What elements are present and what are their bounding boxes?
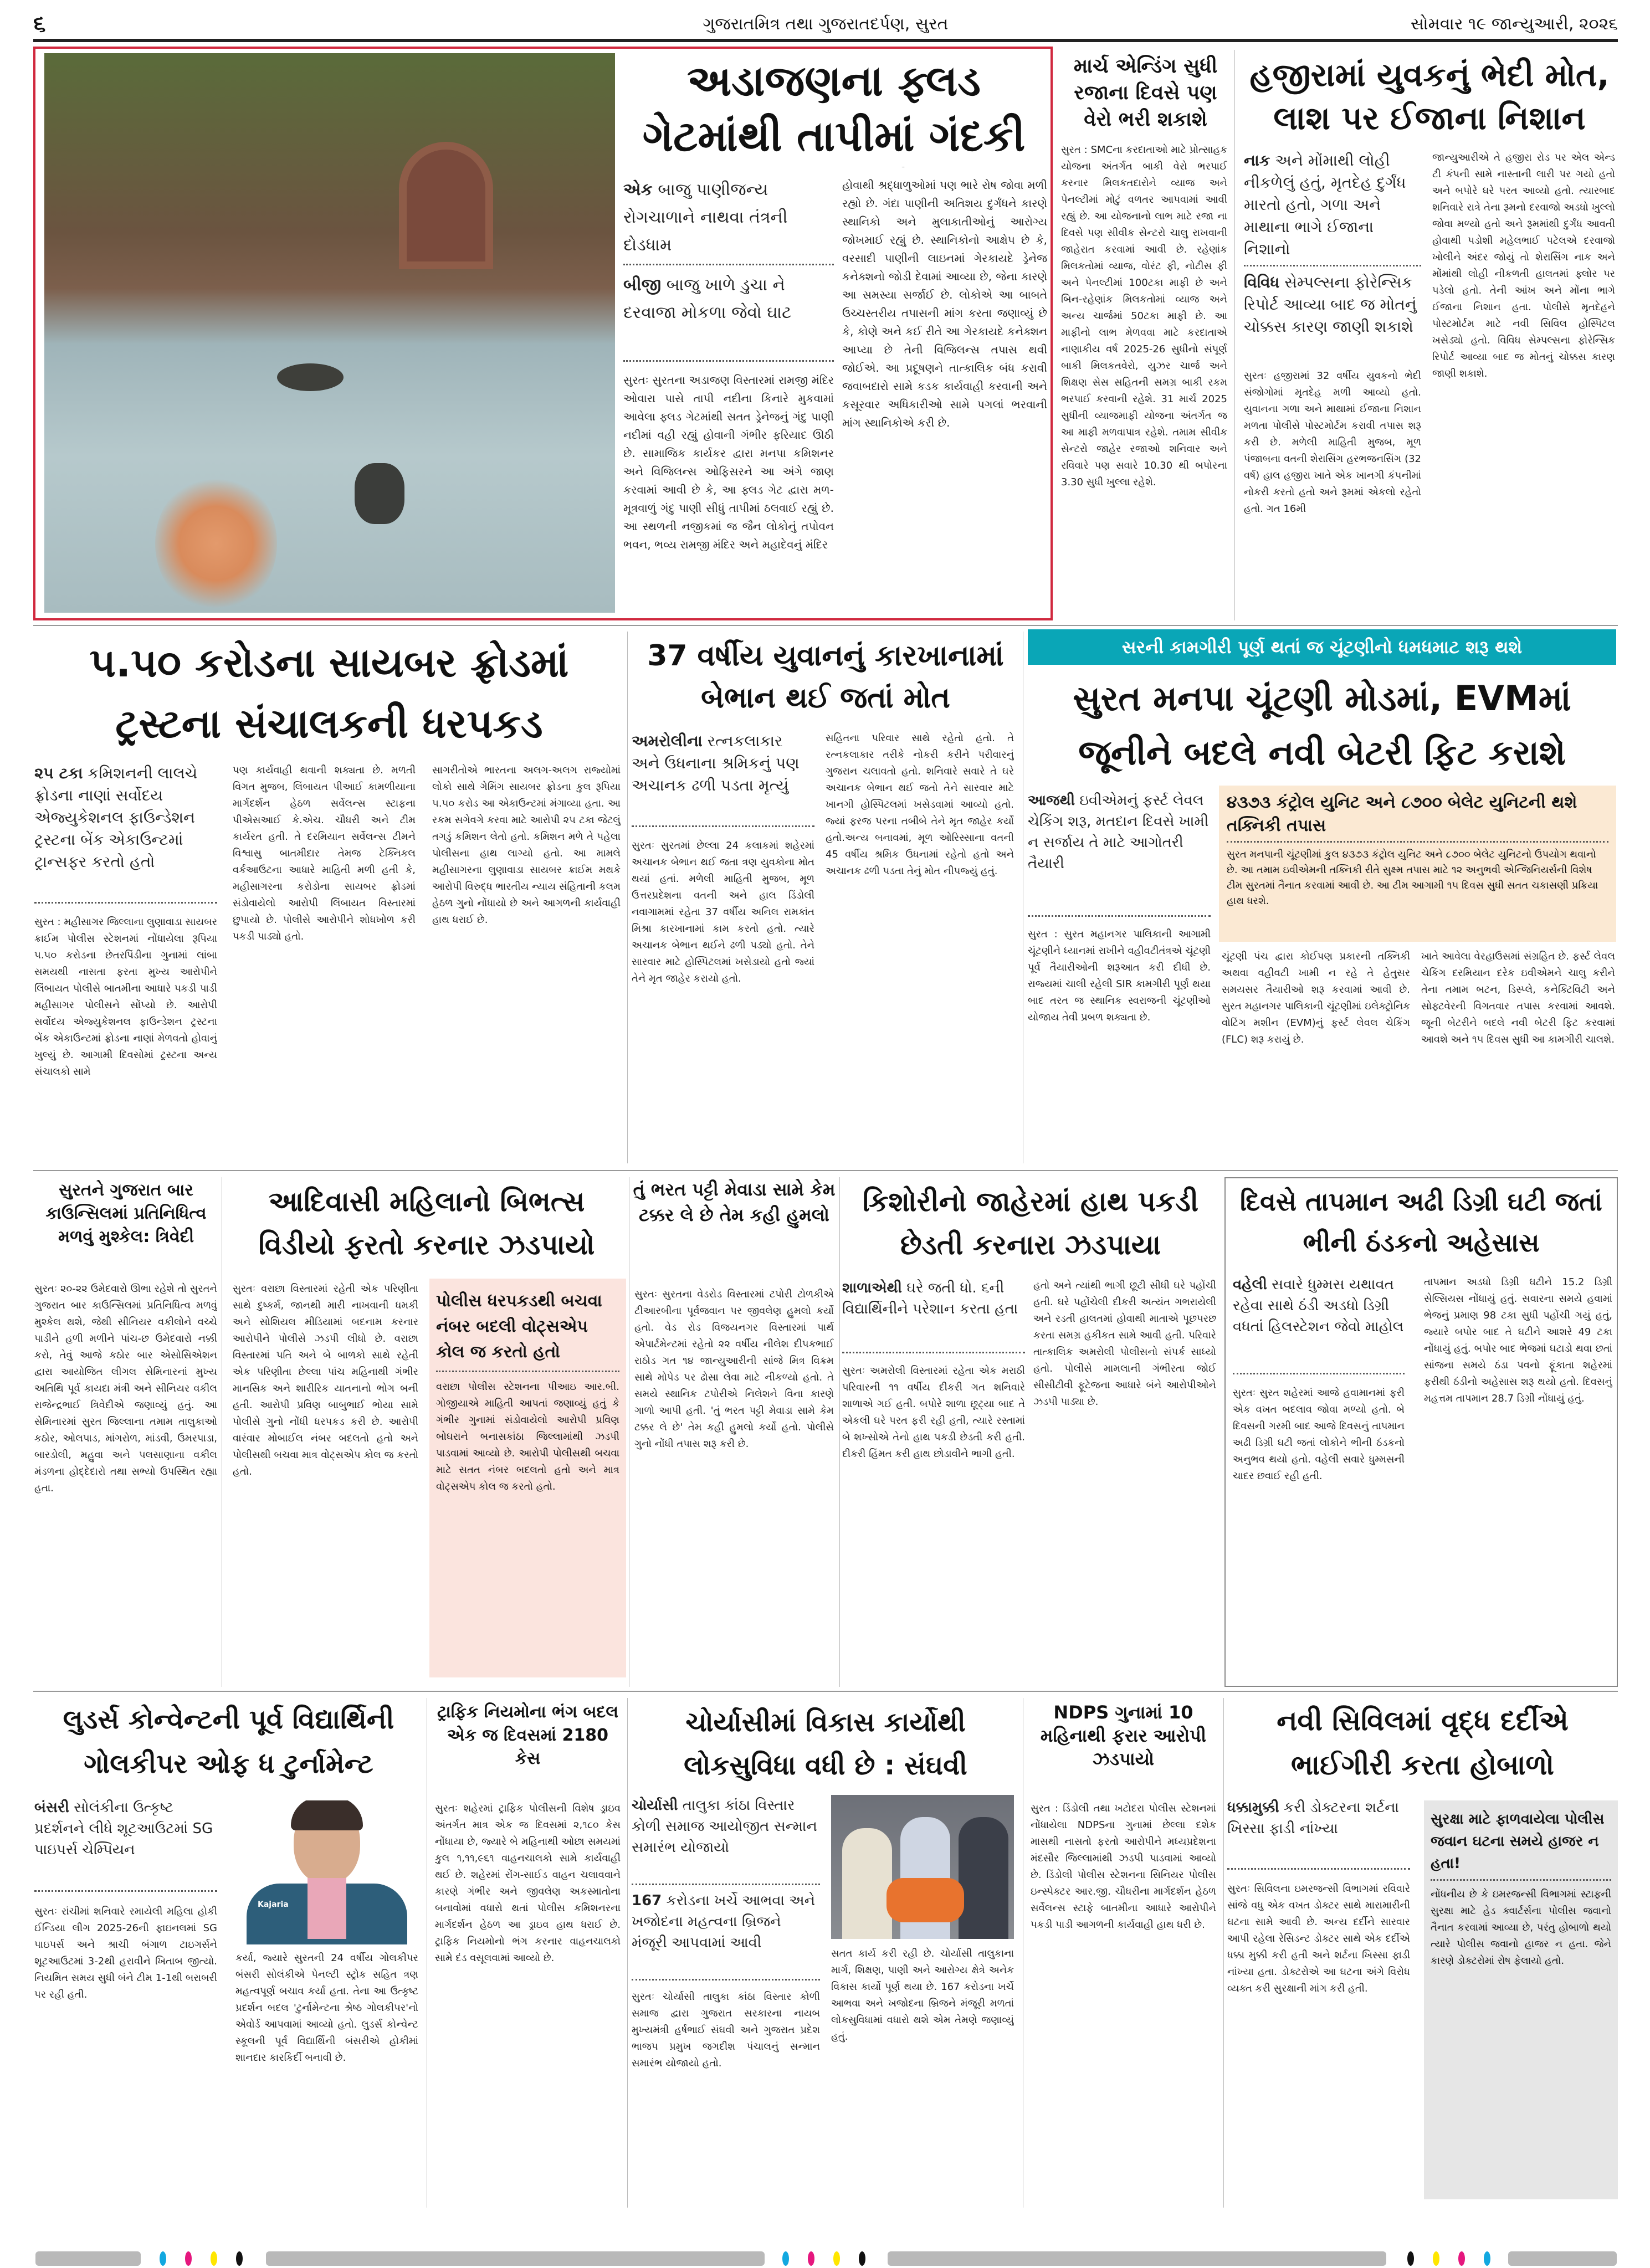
factory-body-col-2: સહિતના પરિવાર સાથે રહેતો હતો. તે રત્નકલાકાર તરીકે નોકરી કરીને પરીવારનું ગુજરાન ચલાવતો હતો. શનિવારે સવારે તે ઘરે અચાનક બેભાન થઈ જતો તેને સારવાર માટે ખાનગી હોસ્પિટલમાં ખસેડવામાં આવ્યો હતો. જ્યાં ફરજ પરના તબીબે તેને મૃત જાહેર કર્યો હતો.અન્ય બનાવમાં, મૂળ ઓરિસ્સાના વતની 45 વર્ષીય શ્રમિક ઉધનામાં રહેતો હતો અને અચાનક ઢળી પડતા તેનું મોત નીપજ્યું હતું. [826, 732, 1014, 877]
civil-sidebar-box [1424, 1800, 1618, 2199]
tribal-box-body: વરાછા પોલીસ સ્ટેશનના પીઆઇ આર.બી. ગોજીયાએ માહિતી આપતાં જણાવ્યું હતું કે ગંભીર ગુનામાં સંડોવાયેલો આરોપી પ્રવિણ બોઘરાને બનાસકાંઠા જિલ્લામાંથી ઝડપી પાડવામાં આવ્યો છે. આરોપી પોલીસથી બચવા માટે સતત નંબર બદલતો હતો અને માત્ર વોટ્સએપ કોલ જ કરતો હતો. [436, 1381, 619, 1492]
kishori-body-col-2: હતો અને ત્યાંથી ભાગી છૂટી સીધી ઘરે પહોંચી હતી. ઘરે પહોંચેલી દીકરી અત્યંત ગભરાયેલી અને રડતી હાલતમાં હોવાથી માતાએ પૂછપરછ કરતા સમગ્ર હકીકત સામે આવી હતી. પરિવારે તાત્કાલિક અમરોલી પોલીસનો સંપર્ક સાધ્યો હતો. પોલીસે મામલાની ગંભીરતા જોઈ સીસીટીવી ફૂટેજના આધારે બંને આરોપીઓને ઝડપી પાડ્યા છે. [1033, 1280, 1216, 1408]
ndps-body: સુરત : ડિંડોલી તથા ખટોદરા પોલીસ સ્ટેશનમાં નોંધાયેલા NDPSના ગુનામાં છેલ્લા દશેક માસથી નાસતો ફરતો આરોપીને મધ્યપ્રદેશના મંદસૌર જિલ્લામાંથી ઝડપી પાડવામાં આવ્યો છે. ડિંડોલી પોલીસ સ્ટેશનના સિનિયર પોલીસ ઇન્સ્પેક્ટર આર.જી. ચૌધરીના માર્ગદર્શન હેઠળ સર્વેલન્સ સ્ટાફે બાતમીના આધારે આરોપીને પકડી પાડી આગળની કાર્યવાહી હાથ ધરી છે. [1031, 1803, 1216, 1931]
civil-headline: નવી સિવિલમાં વૃદ્ધ દર્દીએ ભાઈગીરી કરતા હોબાળો [1277, 1705, 1569, 1781]
goalkeeper-body-col-2: કર્યા, જ્યારે સુરતની 24 વર્ષીય ગોલકીપર બંસરી સોલંકીએ પેનલ્ટી સ્ટ્રોક સહિત ત્રણ મહત્વપૂર્ણ બચાવ કર્યા હતા. તેના આ ઉત્કૃષ્ટ પ્રદર્શન બદલ 'ટુર્નામેન્ટના શ્રેષ્ઠ ગોલકીપર'નો એવોર્ડ આપવામાં આવ્યો હતો. લુડર્સ કોન્વેન્ટ સ્કૂલની પૂર્વ વિદ્યાર્થિની બંસરીએ હોકીમાં શાનદાર કારકિર્દી બનાવી છે. [235, 1952, 418, 2064]
choryasi-deck-2: 167 કરોડના ખર્ચે આભવા અને ખજોદના મહત્વના બ્રિજને મંજૂરી આપવામાં આવી [632, 1892, 816, 1951]
print-bar [35, 2251, 141, 2266]
evm-body-col-2: ચૂંટણી પંચ દ્વારા કોઈપણ પ્રકારની તક્નિકી અથવા વહીવટી ખામી ન રહે તે હેતુસર સમયસર તૈયારીઓ શરૂ કરવામાં આવી છે. સુરત મહાનગર પાલિકાની ચૂંટણીમાં ઇલેક્ટ્રોનિક વોટિંગ મશીન (EVM)નું ફર્સ્ટ લેવલ ચેકિંગ (FLC) શરૂ કરાયું છે. [1222, 951, 1410, 1045]
choryasi-deck-1: ચોર્યાસી તાલુકા કાંઠા વિસ્તાર કોળી સમાજ આયોજીત સન્માન સમારંભ યોજાયો [632, 1797, 817, 1856]
registration-cyan [1484, 2251, 1490, 2266]
civil-deck: ધક્કામુક્કી કરી ડોક્ટરના શર્ટના ખિસ્સા ફાડી નાંખ્યા [1227, 1799, 1399, 1837]
civil-box-headline: સુરક્ષા માટે ફાળવાયેલા પોલીસ જવાન ઘટના સમયે હાજર ન હતા! [1431, 1811, 1605, 1872]
adajan-body-col-1: સુરતઃ સુરતના અડાજણ વિસ્તારમાં રામજી મંદિર ઓવારા પાસે તાપી નદીના કિનારે મુકવામાં આવેલા ફ્લડ ગેટમાંથી સતત ડ્રેનેજનું ગંદુ પાણી નદીમાં વહી રહ્યું હોવાની ગંભીર ફરિયાદ ઊઠી છે. સામાજિક કાર્યકર દ્વારા મનપા કમિશનર અને વિજિલન્સ ઓફિસરને આ અંગે જાણ કરવામાં આવી છે કે, આ ફ્લડ ગેટ દ્વારા મળ-મૂત્રવાળું ગંદુ પાણી સીધું તાપીમાં ઠલવાઈ રહ્યું છે. આ સ્થળની નજીકમાં જ જૈન લોકોનું તપોવન ભવન, ભવ્ય રામજી મંદિર અને મહાદેવનું મંદિર [623, 373, 834, 551]
jersey-text: Kajaria [258, 1900, 289, 1909]
registration-black [859, 2251, 865, 2266]
registration-magenta [185, 2251, 192, 2266]
section-rule [33, 625, 1618, 626]
registration-cyan [782, 2251, 789, 2266]
divider [632, 1979, 820, 1980]
divider [1227, 1868, 1410, 1870]
registration-yellow [211, 2251, 217, 2266]
evm-box-body: સુરત મનપાની ચૂંટણીમાં કુલ ૪૩૭૩ કંટ્રોલ યુનિટ અને ૮૭૦૦ બેલેટ યુનિટનો ઉપયોગ થવાનો છે. આ તમામ ઇવીએમની તક્નિકી રીતે સુક્ષ્મ તપાસ માટે ૧૨ અનુભવી એન્જિનિયર્સની વિશેષ ટીમ સુરતમાં તૈનાત કરવામાં આવી છે. આ ટીમ આગામી ૧૫ દિવસ સુધી સતત ચકાસણી પ્રક્રિયા હાથ ધરશે. [1227, 849, 1598, 907]
evm-headline-line-1: સુરત મનપા ચૂંટણી મોડમાં, EVMમાં [1073, 678, 1571, 719]
registration-black [236, 2251, 243, 2266]
factory-body-col-1: સુરતઃ સુરતમાં છેલ્લા 24 કલાકમાં શહેરમાં અચાનક બેભાન થઈ જતા ત્રણ યુવકોના મોત થયાં હતાં. મળેલી માહિતી મુજબ, મૂળ ઉત્તરપ્રદેશના વતની અને હાલ ડિંડોલી નવાગામમાં રહેતા 37 વર્ષીય અનિલ રામકાંત મિશ્રા કારખાનામાં કામ કરતો હતો. ત્યારે અચાનક બેભાન થઈને ઢળી પડ્યો હતો. તેને સારવાર માટે હોસ્પિટલમાં ખસેડાયો હતો જ્યાં તેને મૃત જાહેર કરાયો હતો. [632, 840, 814, 984]
adajan-deck-1: એક બાજુ પાણીજન્ય રોગચાળાને નાથવા તંત્રની દોડધામ [623, 180, 788, 255]
choryasi-headline: ચોર્યાસીમાં વિકાસ કાર્યોથી લોકસુવિધા વધી છે : સંઘવી [684, 1707, 967, 1781]
divider [1028, 915, 1211, 917]
divider [632, 1884, 820, 1885]
adajan-body-col-2: હોવાથી શ્રદ્ધાળુઓમાં પણ ભારે રોષ જોવા મળી રહ્યો છે. ગંદા પાણીની અતિશય દુર્ગંધને કારણે સ્થાનિકો અને મુલાકાતીઓનું આરોગ્ય જોખમાઈ રહ્યું છે. સ્થાનિકોનો આક્ષેપ છે કે, વરસાદી પાણીની લાઇનમાં ગેરકાયદે ડ્રેનેજ કનેક્શનો જોડી દેવામાં આવ્યા છે, જેના કારણે આ સમસ્યા સર્જાઈ છે. લોકોએ આ બાબતે ઉચ્ચસ્તરીય તપાસની માંગ કરતા જણાવ્યું છે કે, કોણે અને કઈ રીતે આ ગેરકાયદે કનેક્શન આપ્યા છે તેની વિજિલન્સ તપાસ થવી જોઈએ. આ પ્રદૂષણને તાત્કાલિક બંધ કરાવી જવાબદારો સામે કડક કાર્યવાહી કરવાની અને કસૂરવાર અધિકારીઓ સામે પગલાં ભરવાની માંગ સ્થાનિકોએ કરી છે. [842, 178, 1047, 429]
divider [623, 264, 834, 265]
weather-body-col-2: તાપમાન અડધો ડિગ્રી ઘટીને 15.2 ડિગ્રી સેલ્સિયસ નોંધાયું હતું. સવારના સમયે હવામાં ભેજનું પ્રમાણ 98 ટકા સુધી પહોંચી ગયું હતું, જ્યારે બપોર બાદ તે ઘટીને આશરે 49 ટકા નોંધાયું હતું. બપોર બાદ ભેજમાં ઘટાડો થવા છતાં સાંજના સમયે ઠંડા પવનો ફૂંકાતા શહેરમાં ફરીથી ઠંડીનો અહેસાસ શરૂ થયો હતો. દિવસનું મહત્તમ તાપમાન 28.7 ડિગ્રી નોંધાયું હતું. [1424, 1276, 1612, 1404]
evm-body-col-3: ખાતે આવેલા વેરહાઉસમાં સંગ્રહિત છે. ફર્સ્ટ લેવલ ચેકિંગ દરમિયાન દરેક ઇવીએમને ચાલુ કરીને તેના તમામ બટન, ડિસ્પ્લે, કનેક્ટિવિટી અને સોફ્ટવેરની વિગતવાર તપાસ કરવામાં આવશે. જૂની બેટરીને બદલે નવી બેટરી ફિટ કરવામાં આવશે અને ૧૫ દિવસ સુધી આ કામગીરી ચાલશે. [1421, 951, 1615, 1045]
evm-headline-line-2: જૂનીને બદલે નવી બેટરી ફિટ કરાશે [1078, 732, 1566, 773]
hazira-deck-1: નાક અને મોંમાથી લોહી નીકળેલું હતું, મૃતદેહ દુર્ગંધ મારતો હતો, ગળા અને માથાના ભાગે ઈજાના નિશાનો [1244, 151, 1406, 258]
registration-magenta [1458, 2251, 1465, 2266]
registration-magenta [808, 2251, 814, 2266]
section-rule [33, 1691, 1618, 1692]
column-rule [627, 1698, 628, 2208]
print-bar [888, 2251, 1386, 2266]
divider [1227, 841, 1608, 843]
weather-body-col-1: સુરતઃ સુરત શહેરમાં આજે હવામાનમાં ફરી એક વખત બદલાવ જોવા મળ્યો હતો. બે દિવસની ગરમી બાદ આજે દિવસનું તાપમાન અઢી ડિગ્રી ઘટી જતાં લોકોને ભીની ઠંડકનો અનુભવ થયો હતો. વહેલી સવારે ધુમ્મસની ચાદર છવાઈ રહી હતી. [1233, 1387, 1405, 1482]
tribal-body: સુરતઃ વરાછા વિસ્તારમાં રહેતી એક પરિણીતા સાથે દુષ્કર્મ, જાનથી મારી નાખવાની ધમકી અને સોશિયલ મીડિયામાં બદનામ કરનાર આરોપીને પોલીસે ઝડપી લીધો છે. વરાછા વિસ્તારમાં પતિ અને બે બાળકો સાથે રહેતી એક પરિણીતા છેલ્લા પાંચ મહિનાથી ગંભીર માનસિક અને શારીરિક યાતનાનો ભોગ બની હતી. આરોપી પ્રવિણ બાબુભાઈ ભોયા સામે પોલીસે ગુનો નોંધી ધરપકડ કરી છે. આરોપી વારંવાર મોબાઈલ નંબર બદલતો હતો અને પોલીસથી બચવા માત્ર વોટ્સએપ કોલ જ કરતો હતો. [233, 1283, 418, 1477]
factory-deck: અમરોલીના રત્નકલાકાર અને ઉધનાના શ્રમિકનું પણ અચાનક ઢળી પડતા મૃત્યું [632, 732, 800, 794]
jersey-collar [308, 1878, 346, 1939]
column-rule [627, 632, 628, 1163]
print-bar [266, 2251, 765, 2266]
hazira-body-col-2: જાન્યુઆરીએ તે હજીરા રોડ પર એલ એન્ડ ટી કંપની સામે નાસ્તાની લારી પર ગયો હતો અને બપોરે ઘરે પરત આવ્યો હતો. ત્યારબાદ શનિવારે રાત્રે તેના રૂમનો દરવાજો અડધો ખુલ્લો જોવા મળ્યો હતો અને રૂમમાંથી દુર્ગંધ આવતી હોવાથી પડોશી મહેલભાઈ પટેલએ દરવાજો ખોલીને અંદર જોયું તો શેરાસિંગ નાક અને મોંમાંથી લોહી નીકળતી હાલતમાં ફ્લોર પર પડેલો હતો. તેની આંખ અને મોંના ભાગે ઈજાના નિશાન હતા. પોલીસે મૃતદેહને પોસ્ટમોર્ટમ માટે નવી સિવિલ હોસ્પિટલ ખસેડ્યો હતો. વિવિધ સેમ્પલ્સના ફોરેન્સિક રિપોર્ટ આવ્યા બાદ જ મોતનું ચોક્કસ કારણ જાણી શકાશે. [1432, 152, 1615, 379]
divider [34, 902, 217, 904]
river-rock [277, 363, 344, 391]
kishori-body-col-1: સુરતઃ અમરોલી વિસ્તારમાં રહેતા એક મરાઠી પરિવારની ૧૧ વર્ષીય દીકરી ગત શનિવારે શાળાએ ગઈ હતી. બપોરે શાળા છૂટ્યા બાદ તે એકલી ઘરે પરત ફરી રહી હતી, ત્યારે રસ્તામાં બે શખ્સોએ તેનો હાથ પકડી છેડતી કરી હતી. દીકરી હિંમત કરી હાથ છોડાવીને ભાગી હતી. [842, 1365, 1025, 1460]
goalkeeper-photo [235, 1800, 418, 1944]
masthead [33, 11, 1618, 39]
bar-body: સુરતઃ ૨૦-૨૨ ઉમેદવારો ઊભા રહેશે તો સુરતને ગુજરાત બાર કાઉન્સિલમાં પ્રતિનિધિત્વ મળવું મુશ્કેલ થશે, જેથી સીનિયર વકીલોને વચ્ચે પાડીને હળી મળીને પાંચ-છ ઉમેદવારો નક્કી કરો, તેવું આજે કઠોર બાર એસોસિએશન દ્વારા આયોજિત લીગલ સેમિનારનાં મુખ્ય અતિથિ પૂર્વ કાયદા મંત્રી અને સીનિયર વકીલ રાજેન્દ્રભાઈ ત્રિવેદીએ જણાવ્યું હતું. આ સેમિનારમાં સુરત જિલ્લાના તમામ તાલુકાઓ કઠોર, ઓલપાડ, માંગરોળ, માંડવી, ઉમરપાડા, બારડોલી, મહુવા અને પલસાણાના વકીલ મંડળના હોદ્દેદારો તથા સભ્યો ઉપસ્થિત રહ્યા હતા. [34, 1283, 217, 1494]
divider [436, 1371, 619, 1372]
print-bar [1508, 2251, 1617, 2266]
bharat-body: સુરતઃ સુરતના વેડરોડ વિસ્તારમાં ટપોરી ટોળકીએ ટીઆરબીના પૂર્વજવાન પર જીવલેણ હુમલો કર્યો હતો. વેડ રોડ વિજયનગર વિસ્તારમાં પાર્થ એપાર્ટમેન્ટમાં રહેતો ૨૨ વર્ષીય નીલેશ દીપકભાઈ રાઠોડ ગત ૧૪ જાન્યુઆરીની સાંજે મિત્ર વિક્રમ સાથે મોપેડ પર ઢોસા લેવા માટે નીકળ્યો હતો. તે સમયે સ્થાનિક ટપોરીએ નિલેશને વિના કારણે ગાળો આપી હતી. 'તું ભરત પટ્ટી મેવાડા સામે કેમ ટક્કર લે છે' તેમ કહી હુમલો કર્યો હતો. પોલીસે ગુનો નોંધી તપાસ શરૂ કરી છે. [634, 1289, 834, 1450]
divider [1244, 265, 1421, 266]
section-rule [33, 1170, 1618, 1171]
masthead-rule [33, 39, 1618, 42]
hazira-headline: હજીરામાં યુવકનું ભેદી મોત, લાશ પર ઈજાના નિશાન [1249, 56, 1610, 137]
weather-deck: વહેલી સવારે ધુમ્મસ યથાવત રહેવા સાથે ઠંડી અડધો ડિગ્રી વધતાં હિલસ્ટેશન જેવો માહોલ [1233, 1276, 1404, 1335]
publication-name: ગુજરાતમિત્ર તથા ગુજરાતદર્પણ, સુરત [703, 14, 949, 34]
choryasi-photo [831, 1795, 1014, 1939]
march-body: સુરત : SMCના કરદાતાઓ માટે પ્રોત્સાહક યોજના અંતર્ગત બાકી વેરો ભરપાઈ કરનાર મિલકતદારોને વ્યાજ અને પેનલ્ટીમાં મોટું વળતર આપવામાં આવી રહ્યું છે. આ યોજનાનો લાભ માટે રજા ના દિવસે પણ સીવીક સેન્ટરો ચાલુ રાખવાની જાહેરાત કરવામાં આવી છે. રહેણાંક મિલકતોમાં વ્યાજ, વોરંટ ફી, નોટીસ ફી અને પેનલ્ટીમાં 100ટકા માફી છે અને બિન-રહેણાંક મિલકતોમાં વ્યાજ અને અન્ય ચાર્જમાં 50ટકા માફી છે. આ માફીનો લાભ મેળવવા માટે કરદાતાએ નાણાકીય વર્ષ 2025-26 સુધીનો સંપૂર્ણ બાકી મિલકતવેરો, યુઝર ચાર્જ અને શિક્ષણ સેસ સહિતની સમગ્ર બાકી રકમ ભરપાઈ કરવાની રહેશે. 31 માર્ચ 2025 સુધીની વ્યાજમાફી યોજના અંતર્ગત જ આ માફી મળવાપાત્ર રહેશે. તમામ સીવીક સેન્ટરો જાહેર રજાઓ શનિવાર અને રવિવારે પણ સવારે 10.30 થી બપોરના 3.30 સુધી ખુલ્લા રહેશે. [1061, 144, 1227, 488]
evm-kicker-band: સરની કામગીરી પૂર્ણ થતાં જ ચૂંટણીનો ધમધમાટ શરૂ થશે [1028, 629, 1616, 665]
divider [842, 1352, 1025, 1353]
leaves-foreground [155, 474, 277, 613]
adajan-headline: અડાજણના ફ્લડ ગેટમાંથી તાપીમાં ગંદકી [642, 56, 1026, 161]
player-hair [291, 1800, 363, 1830]
adajan-deck-2: બીજી બાજુ ખાળે ડુચા ને દરવાજા મોકળા જેવો ઘાટ [623, 275, 792, 322]
choryasi-body-col-2: સતત કાર્ય કરી રહી છે. ચોર્યાસી તાલુકાના માર્ગ, શિક્ષણ, પાણી અને આરોગ્ય ક્ષેત્રે અનેક વિકાસ કાર્યો પૂર્ણ થયા છે. 167 કરોડના ખર્ચે આભવા અને ખજોદના બ્રિજને મંજૂરી મળતાં લોકસુવિધામાં વધારો થશે એમ તેમણે જણાવ્યું હતું. [831, 1948, 1014, 2043]
traffic-headline: ટ્રાફિક નિયમોના ભંગ બદલ એક જ દિવસમાં 2180 કેસ [437, 1702, 619, 1768]
ndps-headline: NDPS ગુનામાં 10 મહિનાથી ફરાર આરોપી ઝડપાયો [1040, 1702, 1207, 1769]
bharat-headline: તું ભરત પટ્ટી મેવાડા સામે કેમ ટક્કર લે છે તેમ કહી હુમલો [633, 1179, 836, 1225]
goalkeeper-headline: લુડર્સ કોન્વેન્ટની પૂર્વ વિદ્યાર્થિની ગોલકીપર ઓફ ધ ટુર્નામેન્ટ [63, 1704, 394, 1779]
river-rock [355, 463, 404, 524]
bar-headline: સુરતને ગુજરાત બાર કાઉન્સિલમાં પ્રતિનિધિત્વ મળવું મુશ્કેલ: ત્રિવેદી [45, 1181, 207, 1246]
person-right [959, 1817, 1008, 1939]
kishori-headline: કિશોરીનો જાહેરમાં હાથ પકડી છેડતી કરનારા ઝડપાયા [862, 1186, 1199, 1261]
tribal-headline: આદિવાસી મહિલાનો બિભત્સ વિડીયો ફરતો કરનાર ઝડપાયો [258, 1186, 595, 1261]
cyber-body-col-2: પણ કાર્યવાહી થવાની શક્યતા છે. મળતી વિગત મુજબ, લિંબાયત પીઆઈ કામળીયાના માર્ગદર્શન હેઠળ સર્વેલન્સ સ્ટાફના પીએસઆઈ કે.એચ. ચૌધરી અને ટીમ કાર્યરત હતી. તે દરમિયાન સર્વેલન્સ ટીમને વિશ્વાસુ બાતમીદાર તેમજ ટેક્નિકલ વર્કઆઉટના આધારે માહિતી મળી હતી કે, મહીસાગરના કરોડોના સાયબર ફ્રોડમાં સંડોવાયેલો આરોપી લિંબાયત વિસ્તારમાં છુપાયો છે. પોલીસે આરોપીને શોધખોળ કરી પકડી પાડ્યો હતો. [233, 764, 416, 942]
divider [632, 825, 814, 827]
registration-black [1407, 2251, 1414, 2266]
column-rule [1223, 1698, 1224, 2208]
civil-box-body: નોંધનીય છે કે ઇમરજન્સી વિભાગમાં સ્ટાફની સુરક્ષા માટે હેડ ક્વાર્ટર્સના પોલીસ જવાનો તૈનાત કરવામાં આવ્યા છે, પરંતુ હોબાળો થયો ત્યારે પોલીસ જવાનો હાજર ન હતા. જેને કારણે ડોક્ટરોમાં રોષ ફેલાયો હતો. [1431, 1889, 1611, 1967]
column-rule [839, 1177, 840, 1687]
cyber-body-col-1: સુરત : મહીસાગર જિલ્લાના લુણાવાડા સાયબર ક્રાઈમ પોલીસ સ્ટેશનમાં નોંધાયેલા રૂપિયા ૫.૫૦ કરોડના છેતરપિંડીના ગુનામાં લાંબા સમયથી નાસતા ફરતા મુખ્ય આરોપીને લિંબાયત પોલીસે બાતમીના આધારે પકડી પાડી મહીસાગર પોલીસને સોંપ્યો છે. આરોપી સર્વોદય એજ્યુકેશનલ ફાઉન્ડેશન ટ્રસ્ટના બેંક એકાઉન્ટમાં ફ્રોડના નાણાં મેળવતો હોવાનું ખુલ્યું છે. આગામી દિવસોમાં ટ્રસ્ટના અન્ય સંચાલકો સામે [34, 916, 217, 1077]
registration-cyan [160, 2251, 166, 2266]
civil-body: સુરતઃ સિવિલના ઇમરજન્સી વિભાગમાં રવિવારે સાંજે વધુ એક વખત ડોક્ટર સાથે મારામારીની ઘટના સામે આવી છે. અન્ય દર્દીને સારવાર આપી રહેલા રેસિડન્ટ ડોક્ટર સાથે એક દર્દીએ ધક્કા મુક્કી કરી હતી અને શર્ટના ખિસ્સા ફાડી નાંખ્યા હતા. ડોક્ટરોએ આ ઘટના અંગે વિરોધ વ્યક્ત કરી સુરક્ષાની માંગ કરી હતી. [1227, 1883, 1410, 1994]
tribal-sidebar-box [429, 1279, 626, 1677]
evm-info-box [1219, 786, 1616, 942]
choryasi-body-col-1: સુરતઃ ચોર્યાસી તાલુકા કાંઠા વિસ્તાર કોળી સમાજ દ્વારા ગુજરાત સરકારના નાયબ મુખ્યમંત્રી હર્ષભાઈ સંઘવી અને ગુજરાત પ્રદેશ ભાજપ પ્રમુખ જગદીશ પંચાલનું સન્માન સમારંભ યોજાયો હતો. [632, 1991, 820, 2069]
cyber-deck: ૨૫ ટકા કમિશનની લાલચે ફ્રોડના નાણાં સર્વોદય એજ્યુકેશનલ ફાઉન્ડેશન ટ્રસ્ટના બેંક એકાઉન્ટમાં ટ્રાન્સફર કરતો હતો [34, 764, 198, 871]
registration-yellow [1433, 2251, 1439, 2266]
tribal-box-headline: પોલીસ ધરપકડથી બચવા નંબર બદલી વોટ્સએપ કોલ જ કરતો હતો [436, 1291, 602, 1362]
issue-date: સોમવાર ૧૯ જાન્યુઆરી, ૨૦૨૬ [1410, 14, 1618, 34]
cyber-body-col-3: સાગરીતોએ ભારતના અલગ-અલગ રાજ્યોમાં લોકો સાથે ગેમિંગ સાયબર ફ્રોડના કુલ રૂપિયા ૫.૫૦ કરોડ આ એકાઉન્ટમાં મંગાવ્યા હતા. આ રકમ સગેવગે કરવા માટે આરોપી ૨૫ ટકા જેટલું તગડું કમિશન લેતો હતો. કમિશન મળે તે પહેલા પોલીસના હાથ લાગ્યો હતો. આ મામલે મહીસાગરના લુણાવાડા સાયબર ક્રાઈમ મથકે આરોપી વિરુદ્ધ ભારતીય ન્યાય સંહિતાની કલમ હેઠળ ગુનો નોંધાયો છે અને આગળની કાર્યવાહી હાથ ધરાઈ છે. [432, 764, 621, 926]
divider [34, 1890, 217, 1892]
divider [1431, 1879, 1611, 1881]
kishori-deck: શાળાએથી ઘરે જતી ધો. ૬ની વિદ્યાર્થિનીને પરેશાન કરતા હતા [842, 1280, 1018, 1317]
divider [623, 360, 834, 362]
column-rule [1234, 50, 1235, 620]
evm-deck: આજથી ઇવીએમનું ફર્સ્ટ લેવલ ચેકિંગ શરૂ, મતદાન દિવસે ખામી ન સર્જાય તે માટે આગોતરી તૈયારી [1028, 792, 1209, 872]
traffic-body: સુરતઃ શહેરમાં ટ્રાફિક પોલીસની વિશેષ ડ્રાઇવ અંતર્ગત માત્ર એક જ દિવસમાં ૨,૧૮૦ કેસ નોંધાયા છે, જ્યારે બે મહિનાથી ઓછા સમયમાં કુલ ૧,૧૧,૯૬૧ વાહનચાલકો સામે કાર્યવાહી થઈ છે. શહેરમાં રોંગ-સાઈડ વાહન ચલાવવાને કારણે ગંભીર અને જીવલેણ અકસ્માતોના બનાવોમાં વધારો થતાં પોલીસ કમિશનરના માર્ગદર્શન હેઠળ આ ડ્રાઇવ હાથ ધરાઈ છે. ટ્રાફિક નિયમોનો ભંગ કરનાર વાહનચાલકો સામે દંડ વસૂલવામાં આવ્યો છે. [435, 1803, 621, 1964]
march-headline: માર્ચ એન્ડિંગ સુધી રજાના દિવસે પણ વેરો ભરી શકાશે [1073, 55, 1218, 131]
culvert-arch [399, 142, 493, 269]
goalkeeper-deck: બંસરી સોલંકીના ઉત્કૃષ્ટ પ્રદર્શનને લીધે શૂટઆઉટમાં SG પાઇપર્સ ચેમ્પિયન [34, 1799, 213, 1858]
hazira-body-col-1: સુરતઃ હજીરામાં 32 વર્ષીય યુવકનો ભેદી સંજોગોમાં મૃતદેહ મળી આવ્યો હતો. યુવાનના ગળા અને માથામાં ઈજાના નિશાન મળતા પોલીસે પોસ્ટમોર્ટમ કરાવી તપાસ શરૂ કરી છે. મળેલી માહિતી મુજબ, મૂળ પંજાબના વતની શેરાસિંગ હરભજનસિંગ (32 વર્ષ) હાલ હજીરા ખાતે એક ખાનગી કંપનીમાં નોકરી કરતો હતો અને રૂમમાં એકલો રહેતો હતો. ગત 16મી [1244, 370, 1421, 515]
evm-box-headline: ૪૩૭૩ કંટ્રોલ યુનિટ અને ૮૭૦૦ બેલેટ યુનિટની થશે તક્નિકી તપાસ [1227, 793, 1577, 835]
person-left [842, 1828, 892, 1939]
weather-headline: દિવસે તાપમાન અઢી ડિગ્રી ઘટી જતાં ભીની ઠંડકનો અહેસાસ [1240, 1187, 1602, 1258]
factory-headline: 37 વર્ષીય યુવાનનું કારખાનામાં બેભાન થઈ જતાં મોત [647, 639, 1004, 715]
hazira-deck-2: વિવિધ સેમ્પલ્સના ફોરેન્સિક રિપોર્ટ આવ્યા બાદ જ મોતનું ચોક્કસ કારણ જાણી શકાશે [1244, 273, 1417, 336]
cyber-headline-line-2: ટ્રસ્ટના સંચાલકની ધરપકડ [115, 700, 543, 747]
page-number: ૬ [33, 11, 46, 37]
cyber-headline-line-1: ૫.૫૦ કરોડના સાયબર ફ્રોડમાં [89, 639, 569, 686]
divider [1233, 1373, 1405, 1374]
goalkeeper-body-col-1: સુરતઃ રાંચીમાં શનિવારે રમાયેલી મહિલા હોકી ઈન્ડિયા લીગ 2025-26ની ફાઇનલમાં SG પાઇપર્સ અને શ્રાચી બંગાળ ટાઇગર્સને શૂટઆઉટમાં 3-2થી હરાવીને ખિતાબ જીત્યો. નિયમિત સમય સુધી બંને ટીમ 1-1થી બરાબરી પર રહી હતી. [34, 1906, 217, 2000]
registration-yellow [833, 2251, 840, 2266]
evm-body-col-1: સુરત : સુરત મહાનગર પાલિકાની આગામી ચૂંટણીને ધ્યાનમાં રાખીને વહીવટીતંત્રએ ચૂંટણી પૂર્વ તૈયારીઓની શરૂઆત કરી દીધી છે. રાજ્યમાં ચાલી રહેલી SIR કામગીરી પૂર્ણ થયા બાદ તરત જ સ્થાનિક સ્વરાજની ચૂંટણીઓ યોજાય તેવી પ્રબળ શક્યતા છે. [1028, 928, 1211, 1023]
orange-shawl [887, 1878, 964, 1922]
adajan-photo [44, 53, 615, 613]
